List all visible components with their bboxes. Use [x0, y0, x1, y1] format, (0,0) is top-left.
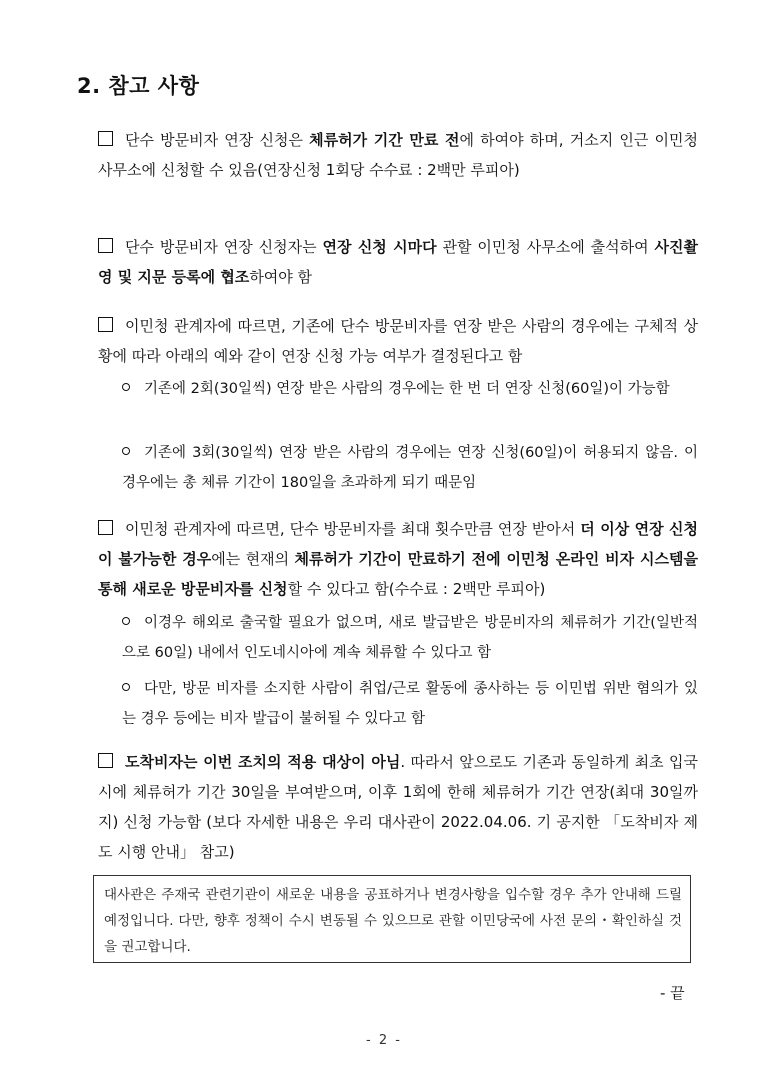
item-text: 할 수 있다고 함(수수료 : 2백만 루피아) — [287, 580, 546, 598]
list-item — [98, 232, 698, 292]
list-item — [98, 747, 698, 867]
item-text-bold: 더 이상 연장 신청이 불가능한 경우 — [98, 520, 698, 568]
list-item — [98, 125, 698, 185]
item-text: 하여야 함 — [249, 268, 313, 286]
list-item — [98, 311, 698, 371]
item-text: 이민청 관계자에 따르면, 기존에 단수 방문비자를 연장 받은 사람의 경우에는 구체적 상황에 따라 아래의 예와 같이 연장 신청 가능 여부가 결정된다고 함 — [98, 317, 698, 365]
sub-item-text: 기존에 2회(30일씩) 연장 받은 사람의 경우에는 한 번 더 연장 신청(60일)이 가능함 — [144, 381, 670, 397]
sub-item — [122, 674, 698, 734]
sub-item-text: 기존에 3회(30일씩) 연장 받은 사람의 경우에는 연장 신청(60일)이 허용되지 않음. 이 경우에는 총 체류 기간이 180일을 초과하게 되기 때문임 — [122, 445, 698, 491]
list-item — [98, 514, 698, 604]
notice-box: 대사관은 주재국 관련기관이 새로운 내용을 공표하거나 변경사항을 입수할 경우 추가 안내해 드릴 예정입니다. 다만, 향후 정책이 수시 변동될 수 있으므로 관할 이민당국에 사전 문의・확인하실 것을 권고합니다. — [93, 875, 691, 963]
sub-item — [122, 608, 698, 668]
checkbox-square-icon — [98, 131, 113, 146]
circle-bullet-icon — [122, 617, 130, 625]
item-text: 에는 현재의 — [211, 550, 295, 568]
sub-item-text: 다만, 방문 비자를 소지한 사람이 취업/근로 활동에 종사하는 등 이민법 위반 혐의가 있는 경우 등에는 비자 발급이 불허될 수 있다고 함 — [122, 681, 698, 727]
item-text-bold: 도착비자는 이번 조치의 적용 대상이 아님 — [125, 753, 401, 771]
circle-bullet-icon — [122, 683, 130, 691]
checkbox-square-icon — [98, 753, 113, 768]
sub-item-text: 이경우 해외로 출국할 필요가 없으며, 새로 발급받은 방문비자의 체류허가 기간(일반적으로 60일) 내에서 인도네시아에 계속 체류할 수 있다고 함 — [122, 615, 698, 661]
item-text: 단수 방문비자 연장 신청은 — [125, 131, 310, 149]
item-text-bold: 체류허가 기간이 만료하기 전에 이민청 온라인 비자 시스템을 통해 새로운 방문비자를 신청 — [98, 550, 698, 598]
item-text-bold: 연장 신청 시마다 — [322, 238, 437, 256]
checkbox-square-icon — [98, 238, 113, 253]
sub-item — [122, 374, 698, 404]
item-text-bold: 체류허가 기간 만료 전 — [309, 131, 460, 149]
sub-item — [122, 438, 698, 498]
section-title: 2. 참고 사항 — [77, 74, 200, 98]
item-text-bold: 사진촬영 및 지문 등록에 협조 — [98, 238, 698, 286]
circle-bullet-icon — [122, 447, 130, 455]
item-text: 이민청 관계자에 따르면, 단수 방문비자를 최대 횟수만큼 연장 받아서 — [125, 520, 581, 538]
checkbox-square-icon — [98, 317, 113, 332]
item-text: 에 하여야 하며, 거소지 인근 이민청 사무소에 신청할 수 있음(연장신청 1회당 수수료 : 2백만 루피아) — [98, 131, 698, 179]
item-text: . 따라서 앞으로도 기존과 동일하게 최초 입국 시에 체류허가 기간 30일을 부여받으며, 이후 1회에 한해 체류허가 기간 연장(최대 30일까지) 신청 가능함 (보다 자세한 내용은 우리 대사관이 2022.04.06. 기 공지한 「도착비자 제도 시행 안내」 참고) — [98, 753, 698, 861]
item-text: 관할 이민청 사무소에 출석하여 — [436, 238, 655, 256]
page-number: - 2 - — [366, 1033, 402, 1048]
item-text: 단수 방문비자 연장 신청자는 — [125, 238, 323, 256]
end-mark: - 끝 — [660, 984, 685, 1002]
checkbox-square-icon — [98, 520, 113, 535]
circle-bullet-icon — [122, 383, 130, 391]
